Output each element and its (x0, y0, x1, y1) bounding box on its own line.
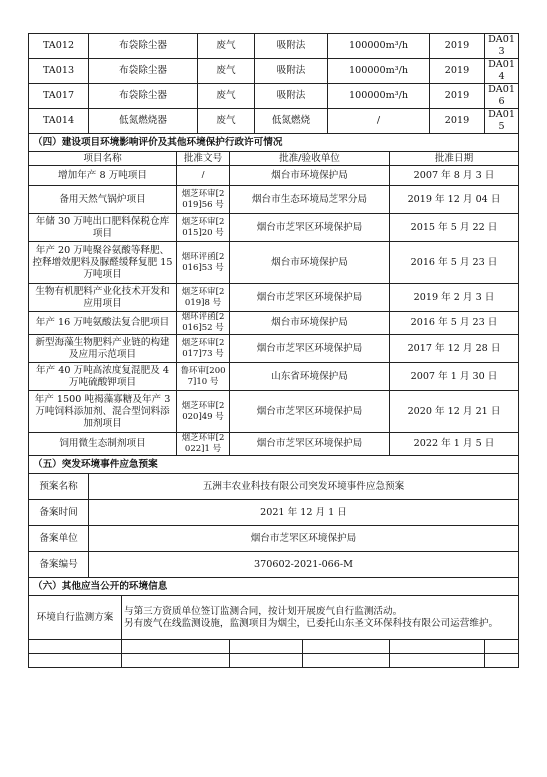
approval-row (29, 242, 519, 284)
project-name: 备用天然气锅炉项目 (29, 186, 177, 214)
emergency-plan-row (29, 500, 519, 526)
equipment-code: TA012 (29, 34, 89, 59)
equipment-name: 低氮燃烧器 (89, 109, 198, 134)
equipment-row (29, 109, 519, 134)
approval-date: 2019 年 2 月 3 日 (390, 284, 519, 312)
approval-doc: 烟芝环审[2017]73 号 (177, 335, 230, 363)
emergency-plan-value: 五洲丰农业科技有限公司突发环境事件应急预案 (89, 474, 519, 500)
col-header-doc: 批准文号 (177, 152, 230, 166)
approval-doc: 烟芝环审[2019]8 号 (177, 284, 230, 312)
project-name: 年储 30 万吨出口肥料保税仓库项目 (29, 214, 177, 242)
approval-doc: 鲁环审[2007]10 号 (177, 363, 230, 391)
treatment-method: 吸附法 (255, 34, 328, 59)
approval-unit: 烟台市芝罘区环境保护局 (230, 391, 390, 433)
equipment-row (29, 84, 519, 109)
approval-unit: 烟台市芝罘区环境保护局 (230, 335, 390, 363)
blank-row (29, 640, 519, 654)
approval-unit: 烟台市芝罘区环境保护局 (230, 284, 390, 312)
section4-header-row (29, 152, 519, 166)
project-name: 增加年产 8 万吨项目 (29, 166, 177, 186)
approval-date: 2020 年 12 月 21 日 (390, 391, 519, 433)
section6-title: （六）其他应当公开的环境信息 (29, 578, 519, 596)
monitoring-plan-line2: 另有废气在线监测设施，监测项目为烟尘，已委托山东圣文环保科技有限公司运营维护。 (124, 617, 499, 629)
approval-date: 2015 年 5 月 22 日 (390, 214, 519, 242)
approval-unit: 烟台市芝罘区环境保护局 (230, 214, 390, 242)
col-header-date: 批准日期 (390, 152, 519, 166)
treatment-capacity: 100000m³/h (328, 84, 430, 109)
outlet-code: DA015 (485, 109, 519, 134)
approval-date: 2016 年 5 月 23 日 (390, 312, 519, 335)
blank-row (29, 654, 519, 668)
outlet-code: DA016 (485, 84, 519, 109)
section4-title: （四）建设项目环境影响评价及其他环境保护行政许可情况 (29, 134, 519, 152)
approval-row (29, 363, 519, 391)
emergency-plan-row (29, 552, 519, 578)
approval-unit: 烟台市环境保护局 (230, 312, 390, 335)
approval-unit: 烟台市芝罘区环境保护局 (230, 433, 390, 456)
approval-row (29, 391, 519, 433)
equipment-name: 布袋除尘器 (89, 59, 198, 84)
col-header-unit: 批准/验收单位 (230, 152, 390, 166)
monitoring-plan-row (29, 596, 519, 640)
equipment-rows (29, 34, 519, 134)
project-name: 新型海藻生物肥料产业链的构建及应用示范项目 (29, 335, 177, 363)
approval-date: 2022 年 1 月 5 日 (390, 433, 519, 456)
equipment-name: 布袋除尘器 (89, 34, 198, 59)
treatment-capacity: 100000m³/h (328, 59, 430, 84)
project-name: 饲用微生态制剂项目 (29, 433, 177, 456)
treatment-capacity: 100000m³/h (328, 34, 430, 59)
approval-doc: 烟芝环审[2020]49 号 (177, 391, 230, 433)
environment-info-table (28, 33, 519, 668)
treatment-capacity: / (328, 109, 430, 134)
approval-date: 2019 年 12 月 04 日 (390, 186, 519, 214)
pollutant-type: 废气 (198, 59, 255, 84)
approval-unit: 烟台市环境保护局 (230, 242, 390, 284)
equipment-code: TA017 (29, 84, 89, 109)
install-year: 2019 (430, 84, 485, 109)
monitoring-plan-text (122, 596, 519, 640)
approval-date: 2017 年 12 月 28 日 (390, 335, 519, 363)
install-year: 2019 (430, 59, 485, 84)
treatment-method: 低氮燃烧 (255, 109, 328, 134)
equipment-code: TA014 (29, 109, 89, 134)
approval-date: 2016 年 5 月 23 日 (390, 242, 519, 284)
approval-unit: 烟台市生态环境局芝罘分局 (230, 186, 390, 214)
install-year: 2019 (430, 34, 485, 59)
pollutant-type: 废气 (198, 109, 255, 134)
approval-row (29, 335, 519, 363)
emergency-plan-label: 备案编号 (29, 552, 89, 578)
approval-doc: 烟芝环审[2015]20 号 (177, 214, 230, 242)
section5-title: （五）突发环境事件应急预案 (29, 456, 519, 474)
approval-doc: 烟环评函[2016]52 号 (177, 312, 230, 335)
equipment-name: 布袋除尘器 (89, 84, 198, 109)
equipment-row (29, 59, 519, 84)
project-name: 年产 40 万吨高浓度复混肥及 4 万吨硫酸钾项目 (29, 363, 177, 391)
document-page (28, 33, 518, 668)
approval-row (29, 186, 519, 214)
pollutant-type: 废气 (198, 84, 255, 109)
emergency-plan-label: 预案名称 (29, 474, 89, 500)
approval-unit: 烟台市环境保护局 (230, 166, 390, 186)
emergency-plan-row (29, 526, 519, 552)
equipment-code: TA013 (29, 59, 89, 84)
approval-row (29, 284, 519, 312)
approval-doc: 烟芝环审[2019]56 号 (177, 186, 230, 214)
equipment-row (29, 34, 519, 59)
emergency-plan-value: 2021 年 12 月 1 日 (89, 500, 519, 526)
emergency-plan-label: 备案时间 (29, 500, 89, 526)
outlet-code: DA013 (485, 34, 519, 59)
install-year: 2019 (430, 109, 485, 134)
monitoring-plan-line1: 与第三方资质单位签订监测合同，按计划开展废气自行监测活动。 (124, 605, 403, 617)
project-name: 年产 1500 吨褐藻寡糖及年产 3 万吨饲料添加剂、混合型饲料添加剂项目 (29, 391, 177, 433)
approval-row (29, 433, 519, 456)
treatment-method: 吸附法 (255, 59, 328, 84)
emergency-plan-value: 烟台市芝罘区环境保护局 (89, 526, 519, 552)
emergency-plan-row (29, 474, 519, 500)
section4-rows (29, 166, 519, 456)
outlet-code: DA014 (485, 59, 519, 84)
approval-date: 2007 年 1 月 30 日 (390, 363, 519, 391)
approval-row (29, 214, 519, 242)
approval-row (29, 312, 519, 335)
treatment-method: 吸附法 (255, 84, 328, 109)
approval-doc: 烟环评函[2016]53 号 (177, 242, 230, 284)
approval-unit: 山东省环境保护局 (230, 363, 390, 391)
col-header-project: 项目名称 (29, 152, 177, 166)
pollutant-type: 废气 (198, 34, 255, 59)
project-name: 生物有机肥料产业化技术开发和应用项目 (29, 284, 177, 312)
approval-doc: / (177, 166, 230, 186)
project-name: 年产 20 万吨聚谷氨酸等释肥、控释增效肥料及脲醛缓释复肥 15 万吨项目 (29, 242, 177, 284)
approval-date: 2007 年 8 月 3 日 (390, 166, 519, 186)
approval-doc: 烟芝环审[2022]1 号 (177, 433, 230, 456)
monitoring-plan-label: 环境自行监测方案 (29, 596, 122, 640)
approval-row (29, 166, 519, 186)
emergency-plan-label: 备案单位 (29, 526, 89, 552)
project-name: 年产 16 万吨氨酸法复合肥项目 (29, 312, 177, 335)
section5-rows (29, 474, 519, 578)
emergency-plan-value: 370602-2021-066-M (89, 552, 519, 578)
